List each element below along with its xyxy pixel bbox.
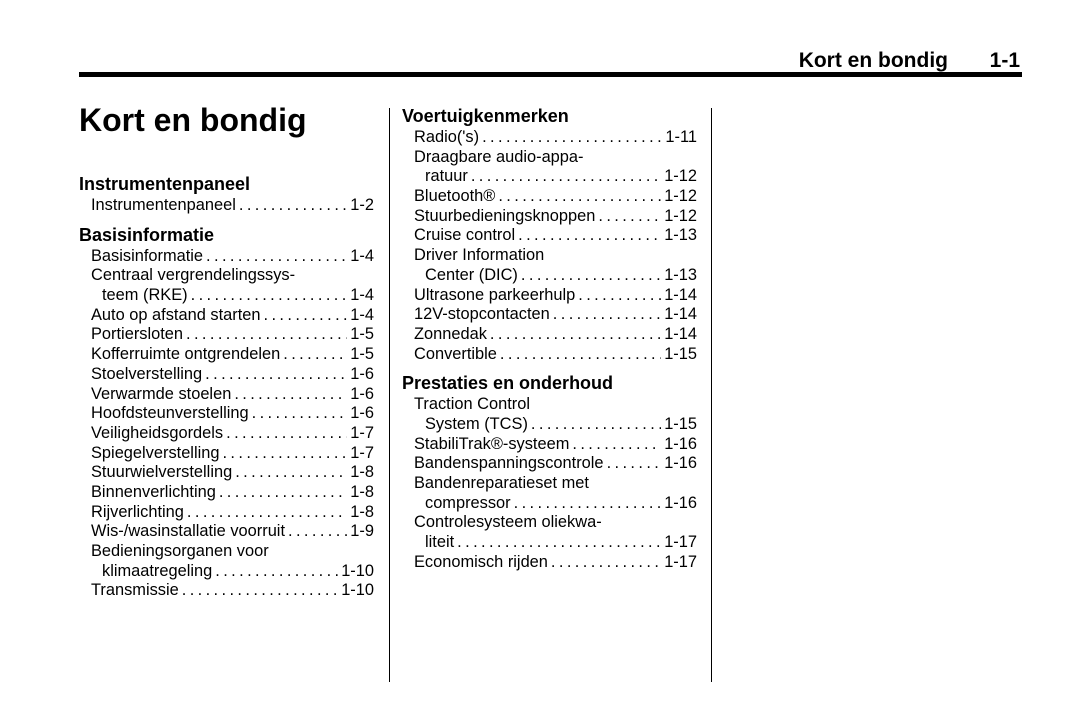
toc-entry-label: Binnenverlichting [91, 482, 216, 501]
toc-entry-line [91, 365, 374, 385]
toc-page-number: 1-12 [664, 206, 697, 225]
toc-entry-label: Bluetooth® [414, 187, 496, 206]
dot-leader [598, 207, 661, 227]
toc-entry-label: System (TCS) [425, 414, 528, 433]
toc-entry[interactable] [79, 196, 374, 216]
toc-page-number: 1-17 [664, 533, 697, 552]
toc-entry-label: 12V-stopcontacten [414, 305, 550, 324]
dot-leader [518, 226, 661, 246]
toc-entry[interactable] [79, 424, 374, 444]
toc-entry-label: Convertible [414, 344, 497, 363]
toc-entry[interactable] [402, 454, 697, 474]
toc-entry[interactable] [402, 474, 697, 513]
toc-entry-label: Economisch rijden [414, 552, 548, 571]
toc-entry-label: Instrumentenpaneel [91, 196, 236, 214]
toc-entry-label: Zonnedak [414, 324, 487, 343]
toc-page-number: 1-8 [350, 463, 374, 482]
toc-entry[interactable] [79, 266, 374, 305]
toc-entry[interactable] [79, 503, 374, 523]
toc-entry-label: Basisinformatie [91, 246, 204, 265]
toc-entry-label: Stoelverstelling [91, 364, 203, 383]
toc-page-number: 1-13 [664, 226, 697, 245]
toc-page-number: 1-10 [341, 581, 374, 600]
toc-entry-line [91, 306, 374, 326]
dot-leader [521, 266, 661, 286]
toc-entry-line [414, 454, 697, 474]
toc-entry-line [414, 533, 697, 553]
toc-entry-line [414, 513, 697, 533]
toc-entry-line [414, 345, 697, 365]
toc-entry[interactable] [79, 542, 374, 581]
toc-entry-label: Wis-/wasinstallatie voorruit [91, 522, 286, 541]
toc-entry[interactable] [79, 365, 374, 385]
toc-entry-line [414, 395, 697, 415]
dot-leader [283, 345, 347, 365]
toc-entry[interactable] [402, 128, 697, 148]
toc-entry-line [414, 415, 697, 435]
toc-column-middle [402, 105, 697, 580]
toc-page-number: 1-4 [350, 286, 374, 305]
toc-entry[interactable] [402, 187, 697, 207]
toc-entry-line [91, 444, 374, 464]
toc-page-number: 1-8 [350, 502, 374, 521]
toc-entry-label: Draagbare audio-appa- [414, 147, 584, 166]
dot-leader [551, 553, 661, 573]
toc-entry-label: compressor [425, 493, 511, 512]
toc-page-number: 1-8 [350, 482, 374, 501]
toc-page-number: 1-7 [350, 443, 374, 462]
toc-entry-line [91, 266, 374, 286]
toc-entry-line [414, 494, 697, 514]
toc-entry-label: teem (RKE) [102, 286, 188, 305]
toc-page-number: 1-2 [350, 196, 374, 214]
toc-entry-line [91, 404, 374, 424]
toc-entry-line [91, 542, 374, 562]
toc-entry-line [414, 148, 697, 168]
toc-page-number: 1-14 [664, 285, 697, 304]
toc-entry-label: Hoofdsteunverstelling [91, 404, 249, 423]
toc-entry-line [91, 503, 374, 523]
toc-entry-line [91, 463, 374, 483]
toc-entry-line [91, 196, 374, 216]
toc-entry-label: Stuurbedieningsknoppen [414, 206, 596, 225]
toc-entry-label: Ultrasone parkeerhulp [414, 285, 576, 304]
dot-leader [514, 494, 662, 514]
dot-leader [187, 503, 347, 523]
toc-entry-line [91, 562, 374, 582]
toc-entry[interactable] [79, 483, 374, 503]
toc-entry[interactable] [402, 246, 697, 285]
chapter-title: Kort en bondig [79, 102, 307, 138]
column-divider-2 [711, 108, 712, 682]
toc-page-number: 1-4 [350, 246, 374, 265]
column-divider-1 [389, 108, 390, 682]
dot-leader [239, 196, 347, 216]
toc-entry-label: Traction Control [414, 395, 530, 414]
toc-entry-line [91, 424, 374, 444]
toc-page-number: 1-6 [350, 364, 374, 383]
toc-entry-line [414, 187, 697, 207]
toc-entry-line [414, 226, 697, 246]
dot-leader [498, 187, 661, 207]
toc-entry-line [91, 522, 374, 542]
toc-section-title: Voertuigkenmerken [402, 106, 569, 126]
toc-entry-line [414, 128, 697, 148]
toc-page-number: 1-6 [350, 404, 374, 423]
toc-entry[interactable] [402, 305, 697, 325]
dot-leader [607, 454, 662, 474]
toc-entry-line [91, 385, 374, 405]
toc-entry-label: Kofferruimte ontgrendelen [91, 345, 281, 364]
dot-leader [482, 128, 662, 148]
toc-section-title: Basisinformatie [79, 224, 215, 245]
dot-leader [222, 444, 347, 464]
toc-page-number: 1-16 [664, 454, 697, 473]
dot-leader [226, 424, 347, 444]
toc-entry-line [91, 483, 374, 503]
toc-entry-line [91, 247, 374, 267]
toc-entry-label: Bandenreparatieset met [414, 474, 589, 492]
toc-entry[interactable] [402, 553, 697, 573]
toc-entry[interactable] [402, 345, 697, 365]
toc-section [402, 105, 697, 364]
dot-leader [490, 325, 661, 345]
toc-entry-label: Cruise control [414, 226, 516, 245]
dot-leader [471, 167, 661, 187]
dot-leader [234, 385, 347, 405]
toc-page-number: 1-5 [350, 325, 374, 344]
dot-leader [572, 435, 661, 455]
dot-leader [215, 562, 338, 582]
toc-section [402, 372, 697, 572]
dot-leader [252, 404, 348, 424]
toc-entry[interactable] [79, 306, 374, 326]
toc-entry-label: Controlesysteem oliekwa- [414, 513, 602, 532]
dot-leader [186, 325, 347, 345]
toc-entry-line [414, 167, 697, 187]
toc-entry[interactable] [79, 463, 374, 483]
dot-leader [182, 581, 338, 601]
toc-entry[interactable] [402, 207, 697, 227]
header-rule [79, 72, 1022, 77]
dot-leader [219, 483, 347, 503]
running-header-page-number: 1-1 [989, 49, 1020, 72]
toc-entry-line [91, 581, 374, 601]
toc-entry[interactable] [402, 325, 697, 345]
toc-page-number: 1-7 [350, 423, 374, 442]
toc-entry[interactable] [402, 226, 697, 246]
toc-entry-line [91, 286, 374, 306]
toc-entry[interactable] [79, 345, 374, 365]
dot-leader [264, 306, 348, 326]
toc-entry-label: Spiegelverstelling [91, 443, 220, 462]
toc-entry[interactable] [402, 148, 697, 187]
toc-entry-label: ratuur [425, 167, 468, 186]
dot-leader [553, 305, 661, 325]
toc-entry-label: Transmissie [91, 581, 179, 600]
toc-entry-label: Driver Information [414, 246, 545, 265]
toc-entry-line [414, 207, 697, 227]
dot-leader [531, 415, 661, 435]
toc-entry-line [414, 435, 697, 455]
toc-page-number: 1-14 [664, 324, 697, 343]
toc-entry-line [414, 286, 697, 306]
dot-leader [500, 345, 661, 365]
toc-page-number: 1-15 [664, 344, 697, 363]
toc-page-number: 1-9 [350, 522, 374, 541]
dot-leader [235, 463, 347, 483]
toc-page-number: 1-11 [665, 128, 697, 146]
toc-entry[interactable] [79, 444, 374, 464]
dot-leader [578, 286, 661, 306]
toc-entry[interactable] [79, 522, 374, 542]
toc-page-number: 1-12 [664, 187, 697, 206]
toc-entry[interactable] [402, 286, 697, 306]
toc-page-number: 1-16 [664, 434, 697, 453]
toc-entry-line [91, 325, 374, 345]
toc-entry[interactable] [79, 385, 374, 405]
dot-leader [288, 522, 347, 542]
toc-entry-line [414, 305, 697, 325]
toc-entry[interactable] [79, 325, 374, 345]
toc-entry-label: Verwarmde stoelen [91, 384, 232, 403]
toc-entry-label: Stuurwielverstelling [91, 463, 233, 482]
toc-entry-line [414, 266, 697, 286]
toc-section-title: Instrumentenpaneel [79, 174, 251, 194]
toc-page-number: 1-16 [664, 493, 697, 512]
toc-page-number: 1-5 [350, 345, 374, 364]
toc-entry-line [414, 553, 697, 573]
toc-entry-line [91, 345, 374, 365]
toc-entry-label: Bedieningsorganen voor [91, 542, 269, 560]
toc-entry-label: Bandenspanningscontrole [414, 454, 604, 473]
toc-section [79, 173, 374, 216]
toc-entry-label: StabiliTrak®-systeem [414, 434, 570, 453]
toc-entry[interactable] [402, 395, 697, 434]
toc-entry[interactable] [79, 247, 374, 267]
dot-leader [205, 365, 347, 385]
running-header-title: Kort en bondig [798, 49, 948, 72]
dot-leader [191, 286, 348, 306]
toc-entry-line [414, 325, 697, 345]
toc-page-number: 1-17 [664, 552, 697, 571]
toc-entry[interactable] [402, 513, 697, 552]
toc-page-number: 1-12 [664, 167, 697, 186]
toc-entry-label: Auto op afstand starten [91, 305, 261, 324]
toc-entry-label: Centraal vergrendelingssys- [91, 266, 296, 285]
toc-section [79, 224, 374, 601]
toc-entry-label: Portiersloten [91, 325, 184, 344]
toc-page-number: 1-4 [350, 305, 374, 324]
toc-section-title: Prestaties en onderhoud [402, 373, 614, 394]
dot-leader [206, 247, 347, 267]
toc-column-left [79, 173, 374, 609]
toc-entry[interactable] [79, 404, 374, 424]
toc-entry-label: Rijverlichting [91, 502, 184, 521]
toc-entry[interactable] [402, 435, 697, 455]
toc-page-number: 1-10 [341, 561, 374, 580]
toc-page-number: 1-14 [664, 305, 697, 324]
dot-leader [457, 533, 661, 553]
toc-entry-label: Center (DIC) [425, 265, 518, 284]
toc-entry-line [414, 474, 697, 494]
toc-page-number: 1-13 [664, 265, 697, 284]
toc-entry-label: Radio('s) [414, 128, 480, 146]
toc-page-number: 1-15 [664, 414, 697, 433]
toc-page-number: 1-6 [350, 384, 374, 403]
toc-entry-label: liteit [425, 533, 455, 552]
toc-entry[interactable] [79, 581, 374, 601]
toc-entry-line [414, 246, 697, 266]
toc-entry-label: Veiligheidsgordels [91, 423, 224, 442]
toc-entry-label: klimaatregeling [102, 561, 213, 580]
